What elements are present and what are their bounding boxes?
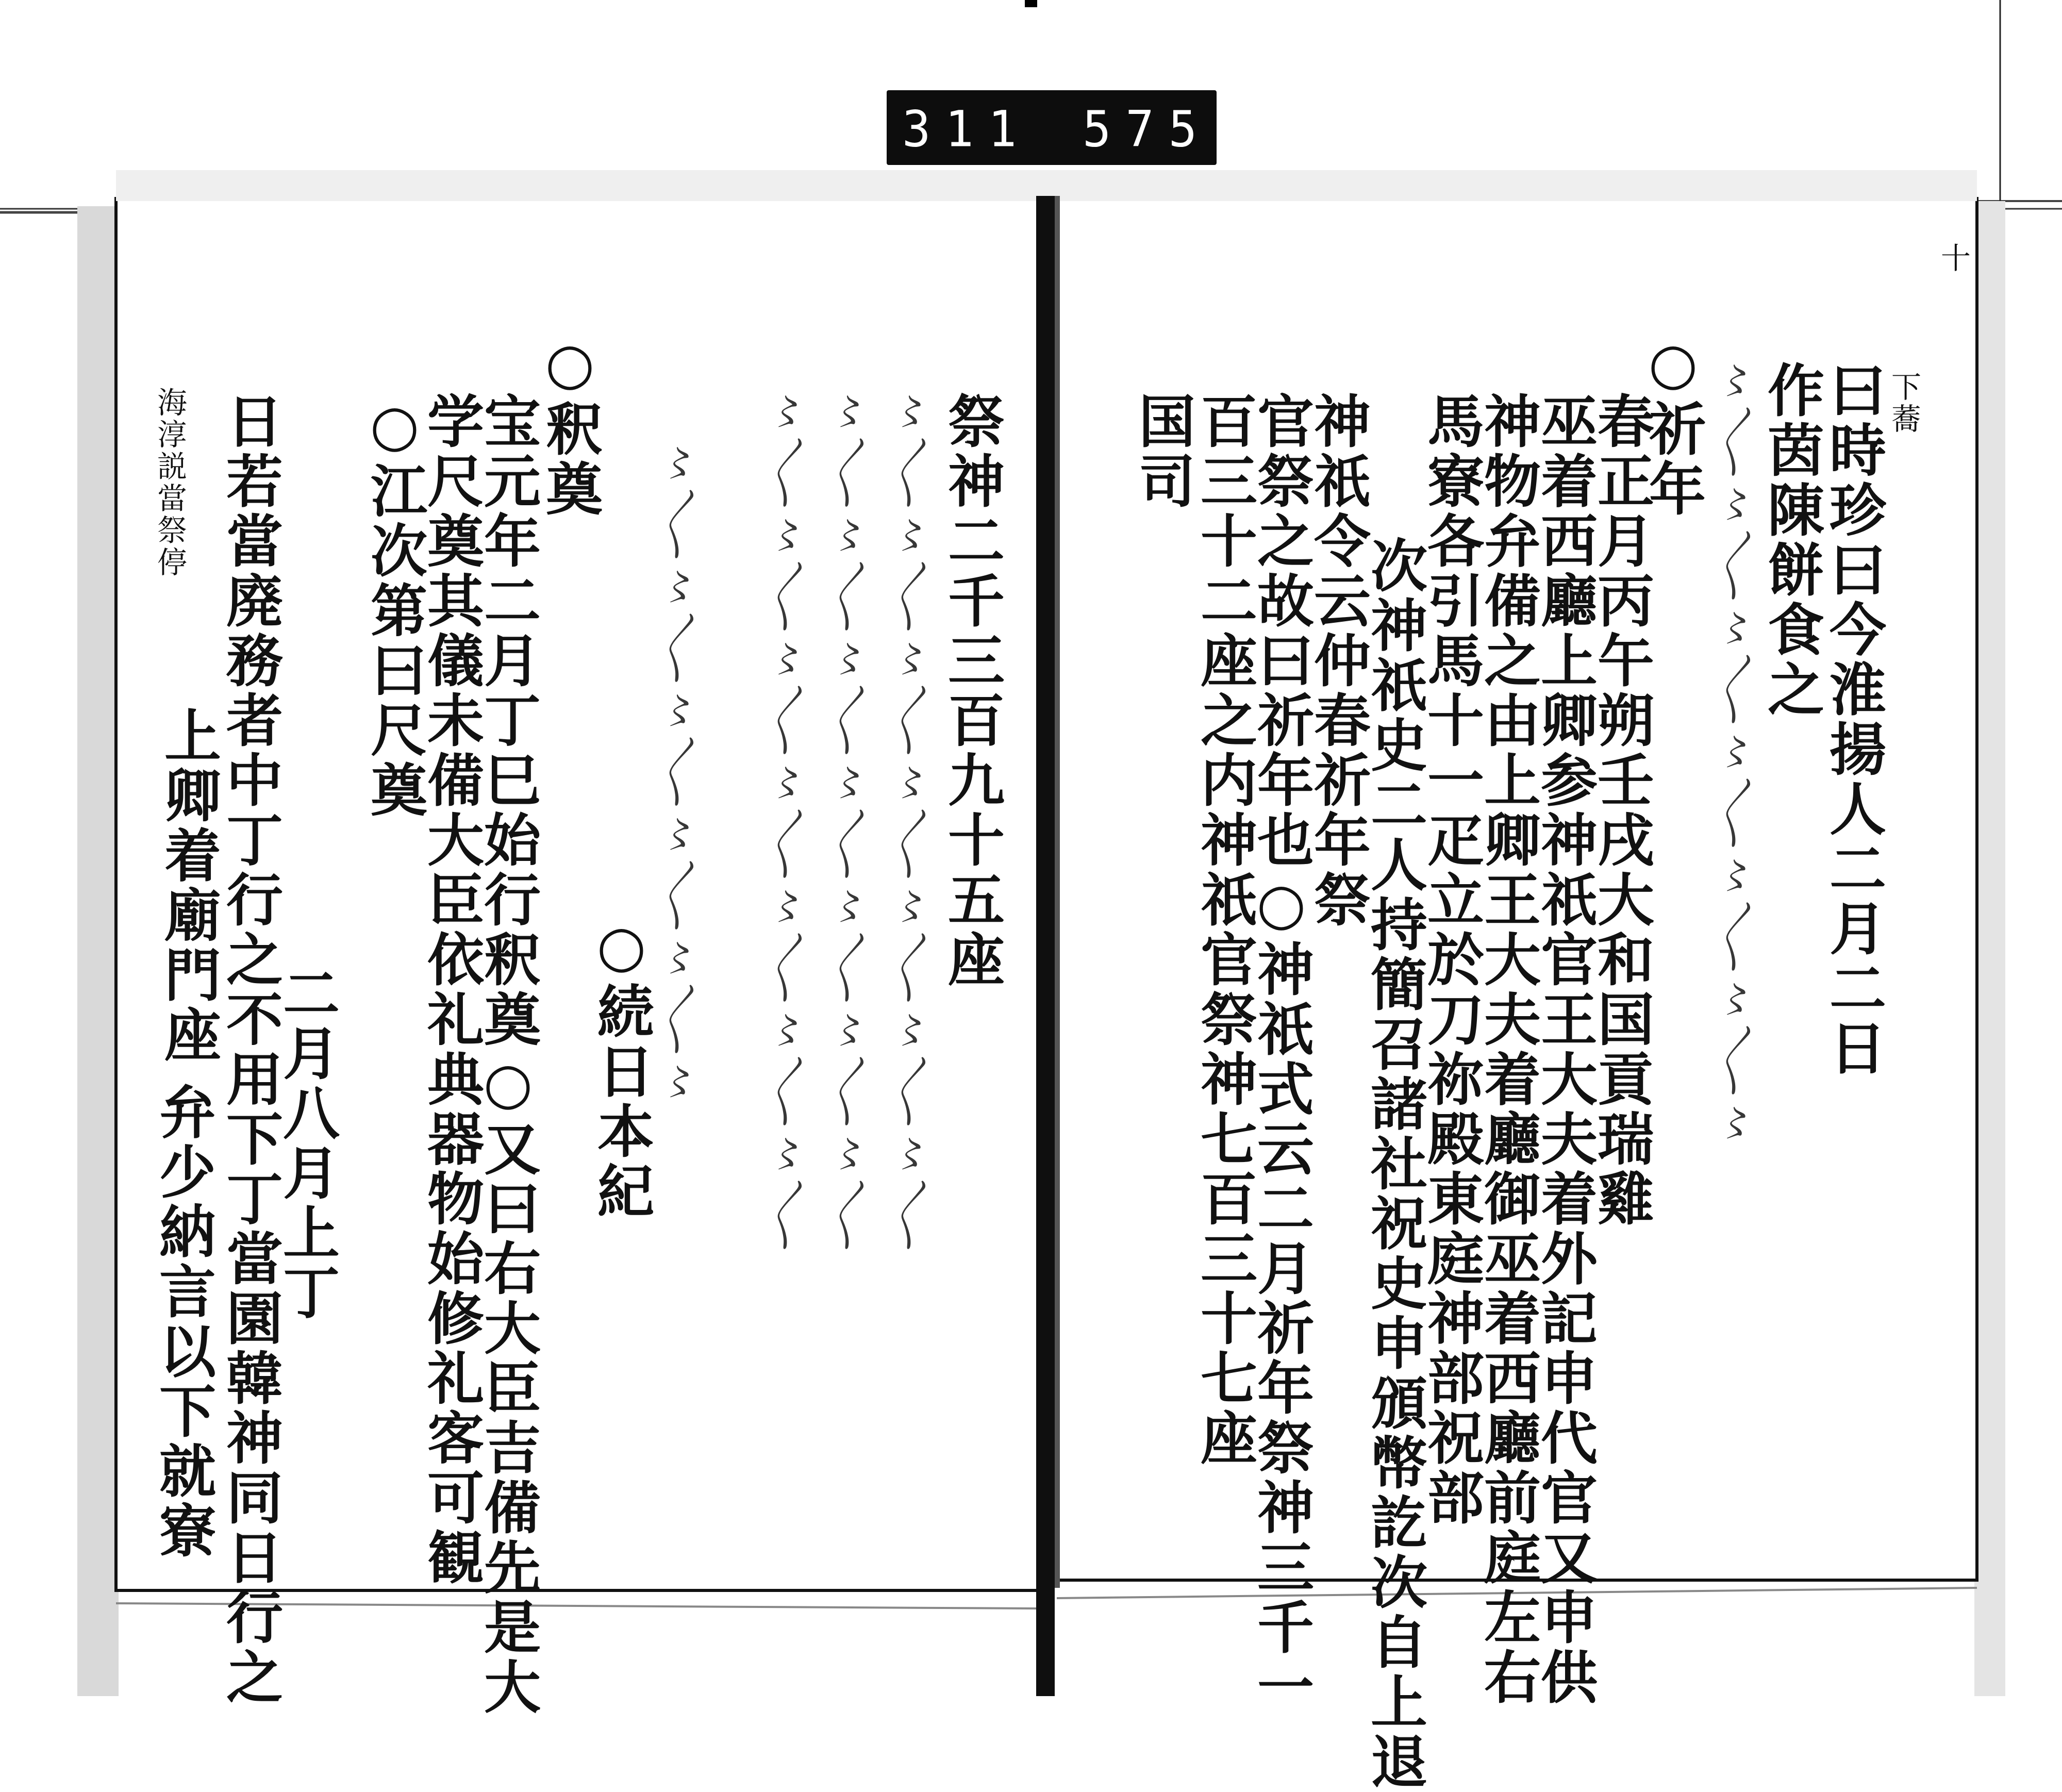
catalogue-label — [887, 90, 1217, 165]
label-right-number: 575 — [1083, 100, 1212, 158]
right-col-2: 曰時珍曰今淮揚人二月二日 — [1820, 361, 1887, 1078]
right-col-11: 官祭之故曰祈年也○神祇式云二月祈年祭神三千一 — [1248, 392, 1315, 1717]
label-left-number: 311 — [902, 100, 1032, 158]
left-col-8: 日若當廃務者中丁行之不用下丁當園韓神同日行之 — [217, 392, 284, 1707]
left-col-4: 宝元年二月丁巳始行釈奠○又曰右大臣吉備先是大 — [475, 392, 541, 1717]
left-col-9: 上卿着廟門座 — [155, 706, 222, 1065]
right-col-13: 国司 — [1129, 392, 1196, 511]
left-col-7: 二月八月上丁 — [274, 964, 340, 1323]
left-handwritten-note-1: 〻〳〵〻〳〵〻〳〵〻〳〵〻〳〵〻〳〵〻〳〵 — [884, 392, 927, 1258]
gutter — [1036, 196, 1055, 1696]
right-col-12: 百三十二座之内神祇官祭神七百三十七座 — [1191, 392, 1258, 1468]
left-handwritten-note-3: 〻〳〵〻〳〵〻〳〵〻〳〵〻〳〵〻〳〵〻〳〵 — [760, 392, 803, 1258]
right-col-9: 次神祇史二人持簡召諸社祝史申頒幣訖次自上退 — [1361, 536, 1428, 1792]
right-col-8: 馬寮各引馬十一疋立於刀祢殿東庭神部祝部 — [1418, 392, 1485, 1528]
right-handwritten-note-1: 〻〳〵〻〳〵〻〳〵〻〳〵〻〳〵〻〳〵〻 — [1708, 361, 1752, 1147]
left-col-2: ○続日本紀 — [588, 912, 655, 1221]
page-mark: 十 — [1936, 242, 1971, 274]
right-col-7: 神物弁備之由上卿王大夫着廳御巫着西廳前庭左右 — [1475, 392, 1541, 1707]
left-handwritten-note-4: 〻〳〵〻〳〵〻〳〵〻〳〵〻〳〵〻 — [652, 443, 695, 1105]
left-col-3: ○釈奠 — [537, 330, 603, 519]
left-col-5: 学尺奠其儀未備大臣依礼典器物始修礼客可観 — [418, 392, 485, 1588]
left-col-1: 祭神二千三百九十五座 — [939, 392, 1005, 990]
right-col-10: 神祇令云仲春祈年祭 — [1305, 392, 1371, 930]
left-handwritten-note-2: 〻〳〵〻〳〵〻〳〵〻〳〵〻〳〵〻〳〵〻〳〵 — [822, 392, 865, 1258]
right-col-4: ○祈年 — [1640, 330, 1706, 519]
right-col-3: 作茵陳餅食之 — [1758, 361, 1825, 720]
right-col-1: 下蕎 — [1886, 371, 1921, 435]
right-col-5: 春正月丙午朔壬戌大和国貢瑞雞 — [1588, 392, 1655, 1229]
left-col-11: 海淳説當祭停 — [152, 387, 187, 578]
right-col-6: 巫着西廳上卿参神祇官王大夫着外記申代官又申供 — [1532, 392, 1598, 1707]
left-col-6: ○江次第曰尺奠 — [361, 392, 428, 820]
left-col-10: 弁少納言以下就寮 — [150, 1083, 217, 1561]
